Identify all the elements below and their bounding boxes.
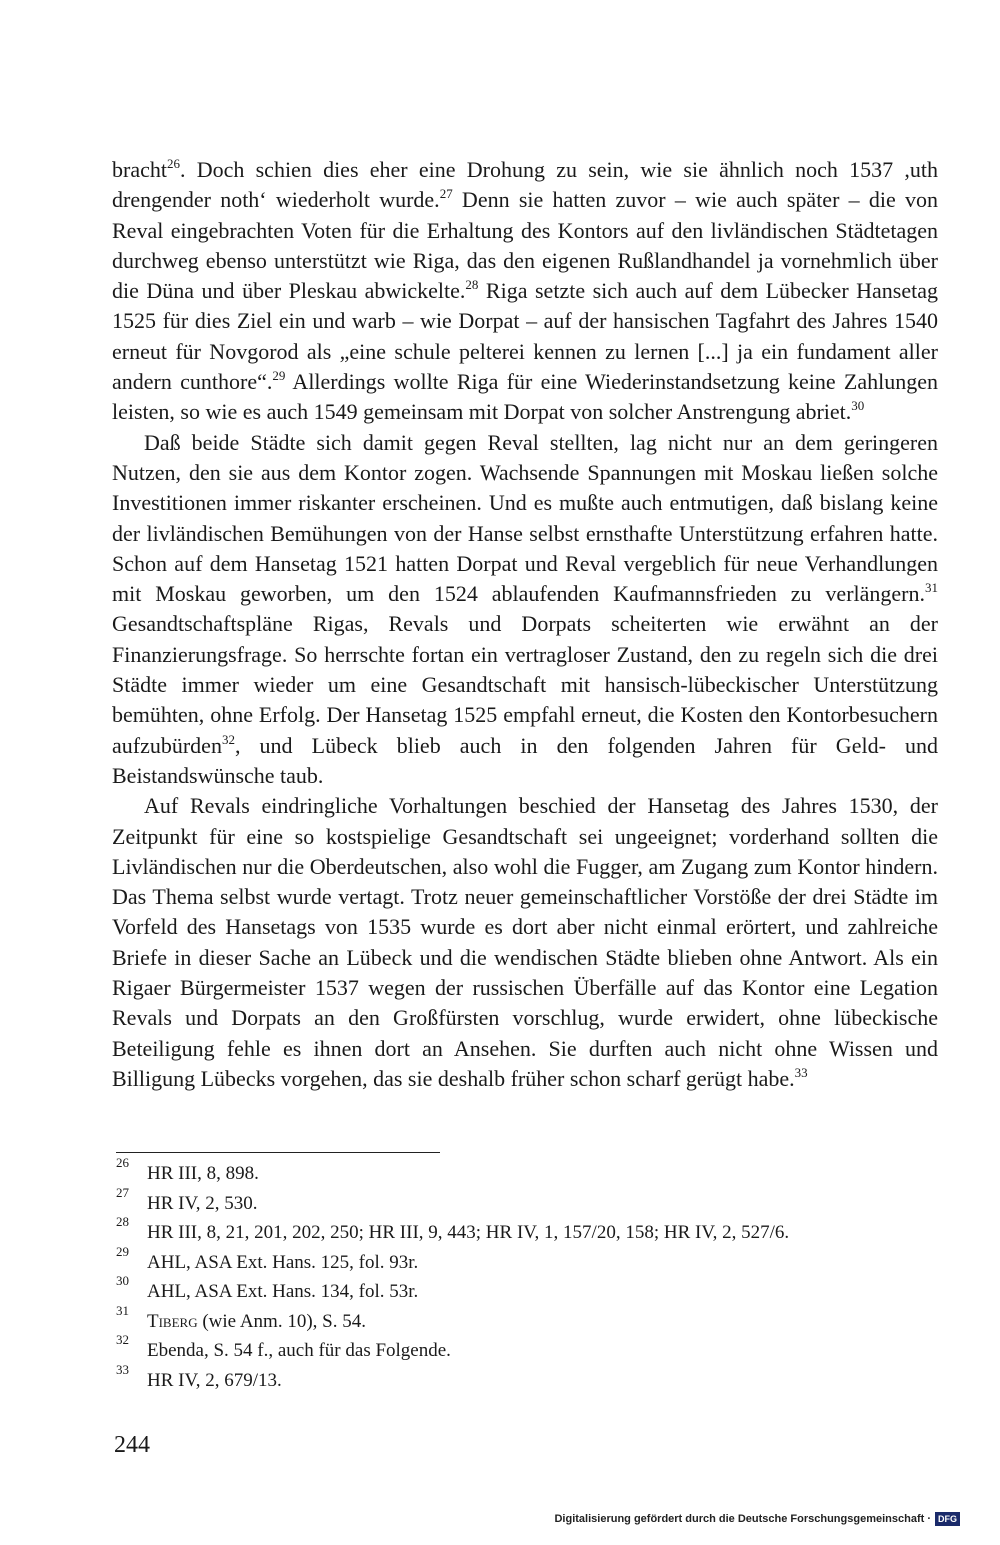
text-run: Allerdings wollte Riga für eine Wiederinstandsetzung keine Zahlungen leisten, so wie es auch 1549 gemeinsam mit Dorpat von solcher Anstrengung abriet. [112,369,938,425]
text-run: Riga setzte sich auch auf dem Lübecker Hansetag 1525 für dies Ziel ein und warb – wie Dorpat – auf der hansischen Tagfahrt des Jahres 1540 erneut für Novgorod als „eine schule pelterei kennen zu lernen [...] ja ein fundament aller andern cunthore“. [112,278,939,395]
text-run: . Doch schien dies eher eine Drohung zu sein, wie sie ähnlich noch 1537 ,uth drengender noth‘ wiederholt wurde. [112,157,938,213]
paragraph-2 [112,428,938,792]
footnote-ref[interactable]: 31 [925,580,938,596]
footnote-ref[interactable]: 29 [272,368,286,384]
footnote [116,1243,936,1278]
footnote-text: Ebenda, S. 54 f., auch für das Folgende. [147,1340,451,1361]
text-run: Denn sie hatten zuvor – wie auch später – die von Reval eingebrachten Voten für die Erhaltung des Kontors auf den livländischen Städtetagen durchweg ebenso unterstützt wie Riga, das den eigenen Rußlandhandel ja vornehmlich über die Düna und über Pleskau abwickelte. [112,187,938,304]
text-run: Gesandtschaftspläne Rigas, Revals und Dorpats scheiterten wie erwähnt an der Finanzierungsfrage. So herrschte fortan ein vertragloser Zustand, den zu regeln sich die drei Städte immer wieder um eine Gesandtschaft mit hansisch-lübeckischer Unterstützung bemühten, ohne Erfolg. Der Hansetag 1525 empfahl erneut, die Kosten den Kontorbesuchern aufzubürden [112,611,938,758]
footnote-number: 31 [116,1302,129,1318]
footnote-ref[interactable]: 26 [166,156,180,171]
footnote-text: HR III, 8, 898. [147,1163,259,1184]
dfg-logo: DFG [935,1512,960,1526]
footnote-number: 27 [116,1184,129,1200]
footnote [116,1273,936,1307]
text-run: , und Lübeck blieb auch in den folgenden Jahren für Geld- und Beistandswünsche taub. [112,732,938,788]
page-number: 244 [114,1432,150,1458]
digitization-credit [554,1512,960,1526]
footnote-number: 26 [116,1155,129,1170]
footnote-text: AHL, ASA Ext. Hans. 125, fol. 93r. [147,1251,419,1273]
footnote-text: HR IV, 2, 530. [147,1192,258,1214]
footnote [116,1184,936,1219]
footnote-ref[interactable]: 33 [794,1064,808,1080]
footnote-text: (wie Anm. 10), S. 54. [197,1310,366,1332]
footnote-number: 33 [116,1361,129,1377]
paragraph-1 [112,155,938,428]
footnote [116,1361,936,1396]
footnote-text: HR III, 8, 21, 201, 202, 250; HR III, 9, 443; HR IV, 1, 157/20, 158; HR IV, 2, 527/6. [147,1222,790,1243]
text-run: Daß beide Städte sich damit gegen Reval stellten, lag nicht nur an dem geringeren Nutzen, den sie aus dem Kontor zogen. Wachsende Spannungen mit Moskau ließen solche Investitionen immer riskanter erscheinen. Und es mußte auch entmutigen, daß bislang keine der livländischen Bemühungen von der Hanse selbst ernsthafte Unterstützung erfahren hatte. Schon auf dem Hansetag 1521 hatten Dorpat und Reval vergeblich für neue Verhandlungen mit Moskau geworben, um den 1524 ablaufenden Kaufmannsfrieden zu verlängern. [112,429,938,607]
text-run: Auf Revals eindringliche Vorhaltungen beschied der Hansetag des Jahres 1530, der Zeitpunkt für eine so kostspielige Gesandtschaft sei ungeeignet; vorderhand sollten die Livländischen nur die Oberdeutschen, also wohl die Fugger, am Zugang zum Kontor hindern. Das Thema selbst wurde vertagt. Trotz neuer gemeinschaftlicher Vorstöße der drei Städte im Vorfeld des Hansetags von 1535 wurde es dort aber nicht einmal erörtert, und zahlreiche Briefe in dieser Sache an Lübeck und die wendischen Städte blieben ohne Antwort. Als ein Rigaer Bürgermeister 1537 wegen der russischen Überfälle auf das Kontor eine Legation Revals und Dorpats an den Großfürsten vorschlug, wurde erwidert, ohne lübeckische Beteiligung fehle es ihnen dort an Ansehen. Sie durften auch nicht ohne Wissen und Billigung Lübecks vorgehen, das sie deshalb früher schon scharf gerügt habe. [112,793,938,1091]
footnote-ref[interactable]: 32 [221,731,235,747]
footnotes [116,1155,936,1395]
footnote [116,1332,936,1366]
footnote-divider [116,1152,440,1153]
footnote [116,1214,936,1248]
footnote-number: 30 [116,1273,129,1288]
credit-text: Digitalisierung gefördert durch die Deutsche Forschungsgemeinschaft · [554,1513,931,1525]
footnote [116,1302,936,1337]
footnote-ref[interactable]: 28 [465,277,479,293]
footnote-ref[interactable]: 30 [851,398,865,414]
text-run: bracht [112,157,167,182]
footnote-text: AHL, ASA Ext. Hans. 134, fol. 53r. [147,1281,419,1302]
footnote-number: 29 [116,1243,129,1259]
footnote-text: HR IV, 2, 679/13. [147,1369,282,1391]
footnote-number: 28 [116,1214,129,1229]
footnote-ref[interactable]: 27 [439,186,453,202]
author-name: Tiberg [147,1310,198,1332]
footnote-number: 32 [116,1332,129,1347]
paragraph-3 [112,791,938,1094]
footnote [116,1155,936,1189]
main-text [112,155,938,1094]
